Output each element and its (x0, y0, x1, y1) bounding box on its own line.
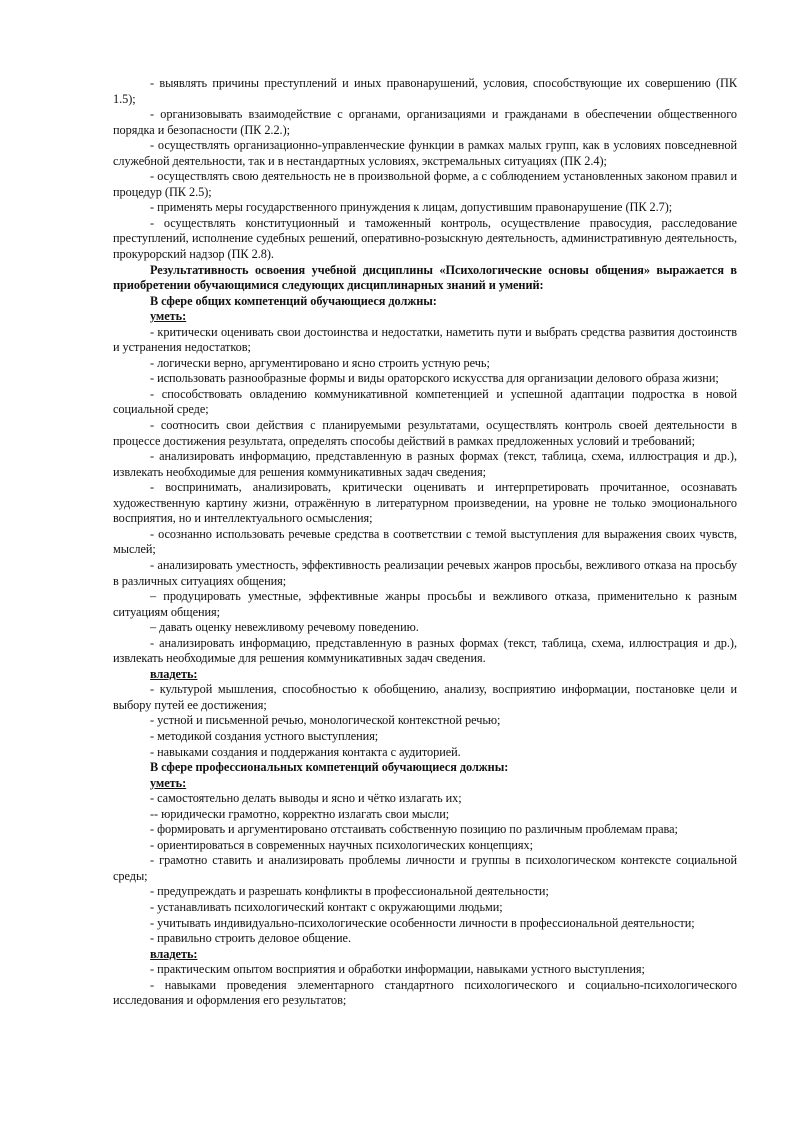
list-item: - анализировать уместность, эффективность реализации речевых жанров просьбы, вежливого отказа на просьбу в различных ситуациях общения; (113, 557, 737, 588)
list-item: - способствовать овладению коммуникативной компетенцией и успешной адаптации подростка в новой социальной среде; (113, 386, 737, 417)
list-item: - учитывать индивидуально-психологические особенности личности в профессиональной деятельности; (150, 915, 695, 930)
list-item: - осуществлять свою деятельность не в произвольной форме, а с соблюдением установленных законом правил и процедур (ПК 2.5); (113, 169, 737, 199)
list-item: - соотносить свои действия с планируемыми результатами, осуществлять контроль своей деятельности в процессе достижения результата, определять способы действий в рамках предложенных условий и требований; (113, 418, 737, 448)
list-item: - осуществлять организационно-управленческие функции в рамках малых групп, как в условиях повседневной служебной деятельности, так и в нестандартных условиях, экстремальных ситуациях (ПК 2.4); (113, 138, 737, 168)
list-item: - навыками проведения элементарного стандартного психологического и социально-психологического исследования и оформления его результатов; (113, 977, 737, 1008)
list-item: - формировать и аргументировано отстаивать собственную позицию по различным проблемам права; (150, 822, 678, 837)
list-item: - навыками создания и поддержания контакта с аудиторией. (150, 744, 461, 759)
list-item: – давать оценку невежливому речевому поведению. (150, 620, 419, 635)
list-item: – продуцировать уместные, эффективные жанры просьбы и вежливого отказа, применительно к разным ситуациям общения; (113, 589, 737, 619)
list-item: - критически оценивать свои достоинства и недостатки, наметить пути и выбрать средства развития достоинств и устранения недостатков; (113, 324, 737, 355)
professional-competences-heading: В сфере профессиональных компетенций обучающиеся должны: (150, 760, 509, 775)
general-competences-heading: В сфере общих компетенций обучающиеся должны: (150, 293, 437, 308)
professional-umet-label: уметь: (150, 775, 187, 790)
list-item: - использовать разнообразные формы и виды ораторского искусства для организации делового образа жизни; (150, 371, 719, 386)
professional-vladet-label: владеть: (150, 946, 198, 961)
document-page (113, 76, 737, 1009)
general-vladet-label: владеть: (150, 666, 198, 681)
list-item: - самостоятельно делать выводы и ясно и чётко излагать их; (150, 791, 462, 806)
list-item: - устной и письменной речью, монологической контекстной речью; (150, 713, 501, 728)
list-item: - методикой создания устного выступления; (150, 728, 379, 743)
list-item: - анализировать информацию, представленную в разных формах (текст, таблица, схема, иллюстрация и др.), извлекать необходимые для решения коммуникативных задач сведения; (113, 449, 737, 479)
list-item: - логически верно, аргументировано и ясно строить устную речь; (150, 355, 490, 370)
list-item: - правильно строить деловое общение. (150, 931, 351, 946)
list-item: - организовывать взаимодействие с органами, организациями и гражданами в обеспечении общественного порядка и безопасности (ПК 2.2.); (113, 107, 737, 137)
list-item: - применять меры государственного принуждения к лицам, допустившим правонарушение (ПК 2.7); (150, 200, 673, 215)
list-item: - выявлять причины преступлений и иных правонарушений, условия, способствующие их совершению (ПК 1.5); (113, 76, 737, 106)
list-item: - культурой мышления, способностью к обобщению, анализу, восприятию информации, постановке цели и выбору путей ее достижения; (113, 682, 737, 712)
list-item: - анализировать информацию, представленную в разных формах (текст, таблица, схема, иллюстрация и др.), извлекать необходимые для решения коммуникативных задач сведения. (113, 635, 737, 666)
list-item: - практическим опытом восприятия и обработки информации, навыками устного выступления; (150, 962, 645, 977)
list-item: -- юридически грамотно, корректно излагать свои мысли; (150, 806, 450, 821)
list-item: - ориентироваться в современных научных психологических концепциях; (150, 837, 533, 852)
list-item: - осуществлять конституционный и таможенный контроль, осуществление правосудия, расследование преступлений, исполнение судебных решений, оперативно-розыскную деятельность, административную деятельность, прокурорский надзор (ПК 2.8). (113, 215, 737, 262)
list-item: - грамотно ставить и анализировать проблемы личности и группы в психологическом контексте социальной среды; (113, 853, 737, 883)
list-item: - предупреждать и разрешать конфликты в профессиональной деятельности; (150, 884, 549, 899)
general-umet-label: уметь: (150, 309, 187, 324)
list-item: - воспринимать, анализировать, критически оценивать и интерпретировать прочитанное, осознавать художественную картину жизни, отражённую в литературном произведении, на уровне не только эмоционального восприятия, но и интеллектуального осмысления; (113, 480, 737, 526)
results-heading: Результативность освоения учебной дисциплины «Психологические основы общения» выражается в приобретении обучающимися следующих дисциплинарных знаний и умений: (113, 262, 737, 293)
list-item: - осознанно использовать речевые средства в соответствии с темой выступления для выражения своих чувств, мыслей; (113, 526, 737, 557)
list-item: - устанавливать психологический контакт с окружающими людьми; (150, 899, 503, 914)
